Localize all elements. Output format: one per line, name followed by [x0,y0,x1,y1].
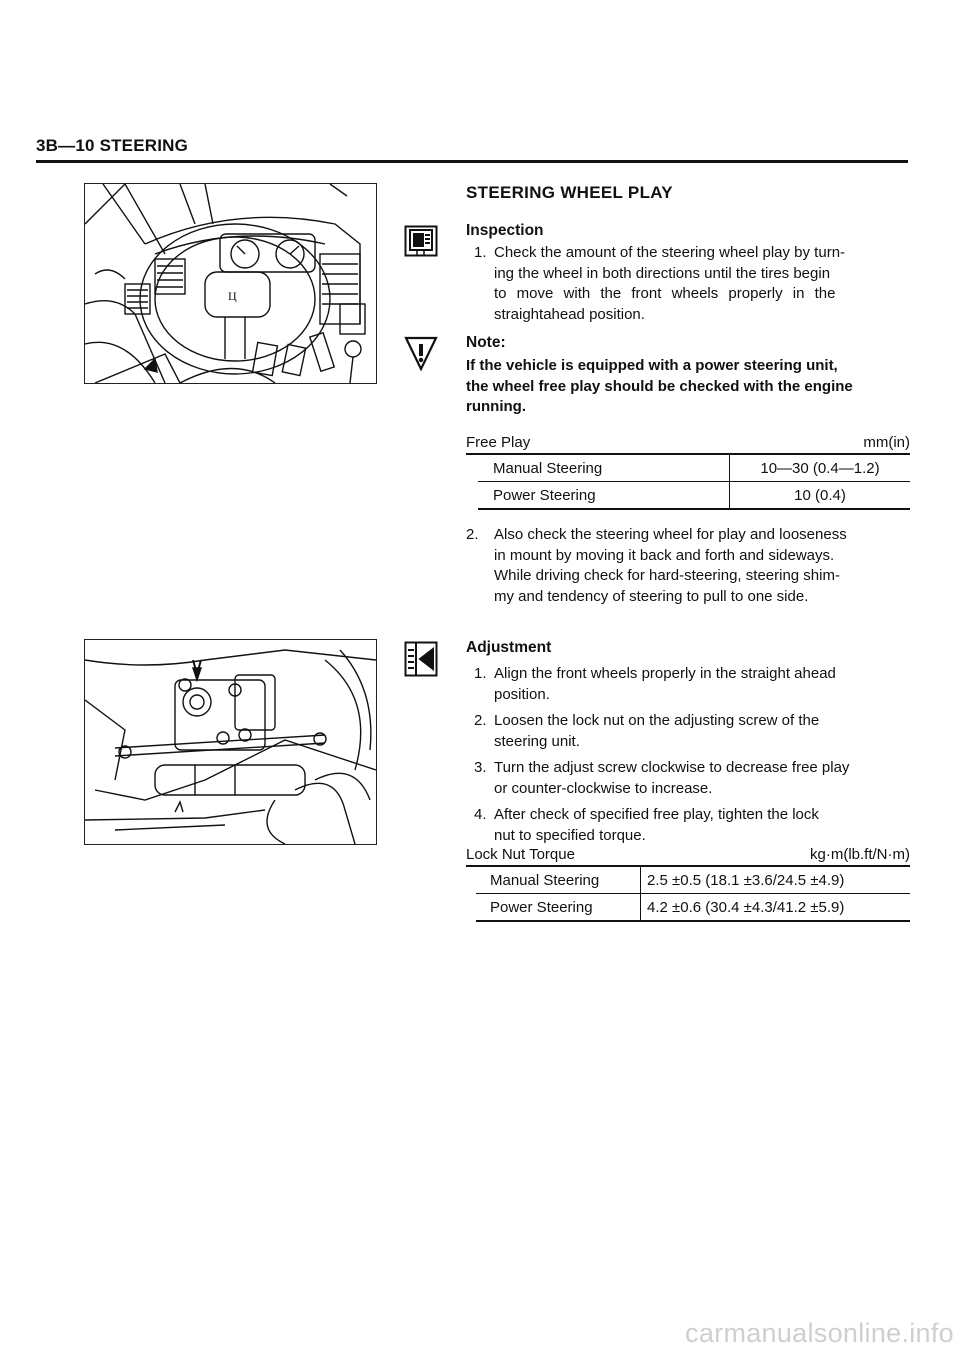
step-line: After check of specified free play, tighten the lock [494,806,819,823]
free-play-spec [466,434,910,510]
step-line: ing the wheel in both directions until the tires begin [494,264,831,282]
row-value: 10—30 (0.4—1.2) [760,459,880,477]
free-play-table [478,455,910,510]
adjustment-step-2 [474,711,910,752]
row-name: Manual Steering [476,867,641,894]
lock-nut-torque-spec [466,846,910,922]
steering-wheel-illustration [84,183,377,384]
note-text [466,356,910,418]
step-line: to move with the front wheels properly in the [494,285,836,302]
note-label: Note: [466,334,506,351]
step-line: Turn the adjust screw clockwise to decrease free play [494,759,850,776]
table-row [476,894,910,922]
inspection-icon [404,225,438,257]
step-line: Loosen the lock nut on the adjusting screw of the [494,712,820,729]
step-number: 2. [474,712,487,729]
step-number: 1. [474,665,487,682]
step-line: straightahead position. [494,305,645,323]
watermark: carmanualsonline.info [685,1318,954,1348]
spec-unit: mm(in) [863,434,910,451]
step-line: steering unit. [494,732,580,750]
adjustment-steps [474,664,910,846]
table-row [478,482,910,510]
step-line: position. [494,685,550,703]
adjustment-step-4 [474,805,910,846]
spec-unit: kg·m(lb.ft/N·m) [810,846,910,863]
adjustment-icon [404,641,438,677]
step-line: Also check the steering wheel for play and looseness [494,526,847,543]
inspection-heading: Inspection [466,222,544,239]
step-line: Check the amount of the steering wheel play by turn- [494,244,846,261]
step-line: While driving check for hard-steering, steering shim- [494,567,840,584]
row-value: 10 (0.4) [794,486,846,504]
step-number: 2. [466,526,479,543]
step-line: or counter-clockwise to increase. [494,779,713,797]
note-line: the wheel free play should be checked with the engine [466,377,853,395]
header-rule [36,160,908,163]
step-line: my and tendency of steering to pull to one side. [494,587,809,605]
row-value: 2.5 ±0.5 (18.1 ±3.6/24.5 ±4.9) [647,871,845,889]
step-line: nut to specified torque. [494,826,646,844]
spec-label: Free Play [466,434,531,451]
caution-icon [404,335,438,371]
inspection-step-1 [474,243,910,325]
adjusting-screw-illustration [84,639,377,845]
inspection-step-2 [466,525,910,607]
step-number: 4. [474,806,487,823]
table-row [476,867,910,894]
note-line: If the vehicle is equipped with a power steering unit, [466,357,838,374]
adjustment-heading: Adjustment [466,639,552,656]
row-name: Power Steering [476,894,641,922]
section-title: STEERING WHEEL PLAY [466,183,673,202]
wheel-logo: Ц [228,289,237,303]
step-line: Align the front wheels properly in the straight ahead [494,665,836,682]
row-value: 4.2 ±0.6 (30.4 ±4.3/41.2 ±5.9) [647,898,845,916]
note-line: running. [466,398,526,415]
row-name: Power Steering [478,482,730,510]
spec-label: Lock Nut Torque [466,846,575,863]
page-header: 3B—10 STEERING [36,136,189,155]
torque-table [476,867,910,922]
row-name: Manual Steering [478,455,730,482]
step-number: 3. [474,759,487,776]
step-line: in mount by moving it back and forth and sideways. [494,546,835,564]
step-number: 1. [474,244,487,261]
table-row [478,455,910,482]
adjustment-step-3 [474,758,910,799]
adjustment-step-1 [474,664,910,705]
